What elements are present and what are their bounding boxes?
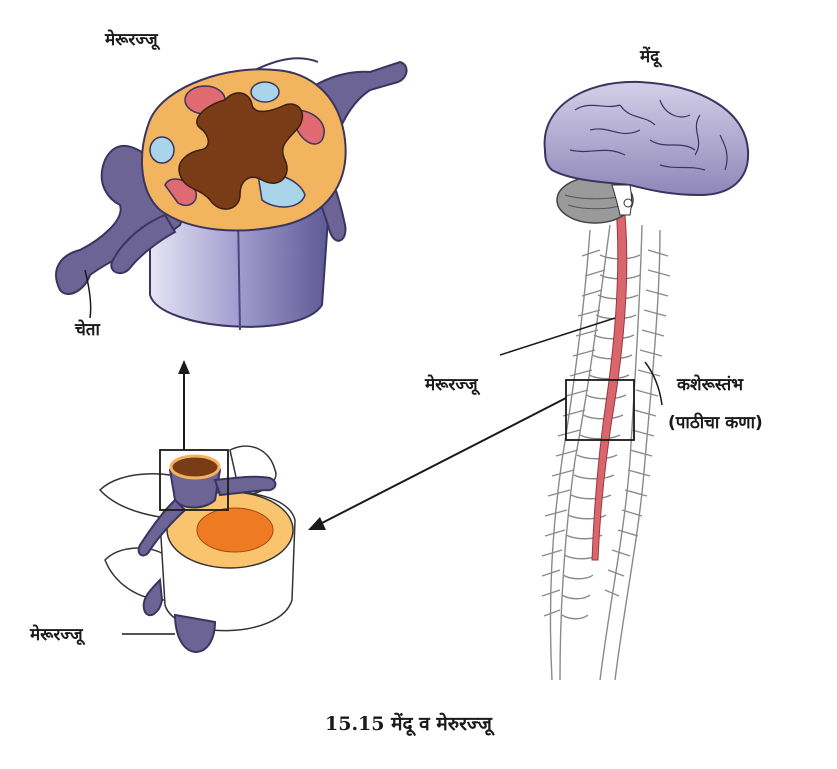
blue-tract-left bbox=[150, 137, 174, 163]
label-backbone: (पाठीचा कणा) bbox=[668, 413, 763, 433]
blue-tract-top-right bbox=[251, 82, 279, 102]
vertebra-illustration bbox=[100, 446, 295, 652]
small-nerve-right bbox=[215, 477, 275, 495]
arrow-spine-to-vertebra-head bbox=[308, 517, 326, 530]
cord-bottom bbox=[175, 615, 215, 652]
cord-segment-top bbox=[171, 456, 219, 478]
brain-stem-dot bbox=[624, 199, 632, 207]
label-vertebral-column: कशेरूस्तंभ bbox=[677, 375, 744, 395]
arrow-up-head bbox=[178, 360, 190, 374]
figure-caption: 15.15 मेंदू व मेरुरज्जू bbox=[325, 713, 492, 735]
label-brain: मेंदू bbox=[640, 47, 660, 67]
spinal-cord-cross-section bbox=[56, 58, 406, 330]
intervertebral-disc-inner bbox=[197, 508, 273, 552]
arrow-spine-to-vertebra-line bbox=[320, 398, 566, 524]
cerebrum bbox=[545, 82, 749, 195]
label-spinal-cord-top: मेरूरज्जू bbox=[105, 30, 158, 50]
label-spinal-cord-bottom: मेरूरज्जू bbox=[30, 625, 83, 645]
label-nerve: चेता bbox=[75, 320, 100, 340]
label-spinal-cord-middle: मेरूरज्जू bbox=[425, 375, 478, 395]
